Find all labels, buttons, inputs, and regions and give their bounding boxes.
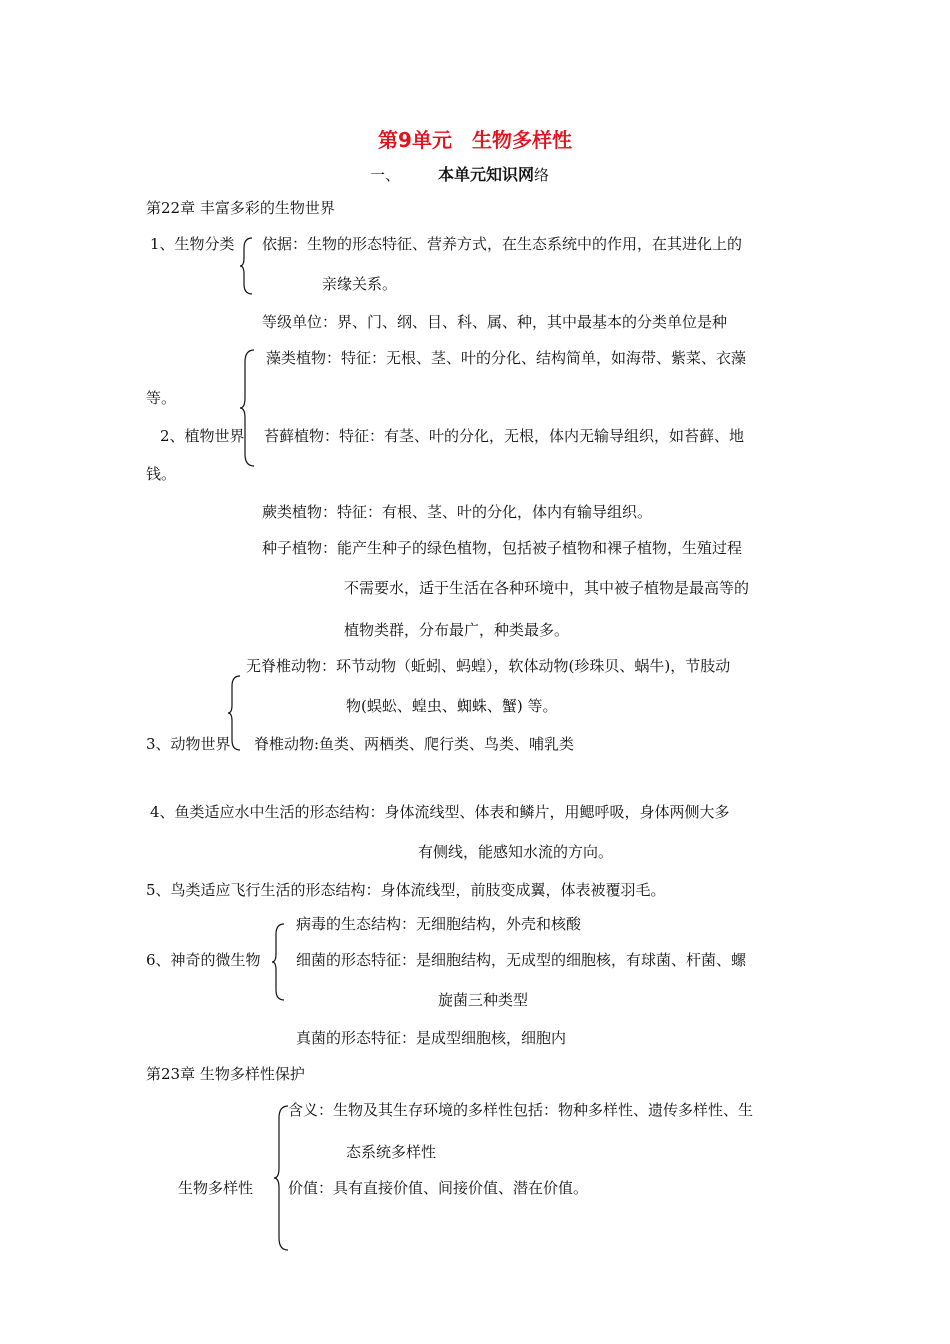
fern-plants: 蕨类植物：特征：有根、茎、叶的分化，体内有输导组织。 — [262, 503, 653, 521]
animal-world-label: 3、动物世界 — [146, 735, 231, 753]
bird-adaptation: 5、鸟类适应飞行生活的形态结构：身体流线型，前肢变成翼，体表被覆羽毛。 — [146, 881, 666, 899]
seed-plants-cont-1: 不需要水，适于生活在各种环境中，其中被子植物是最高等的 — [344, 579, 750, 597]
seed-plants-cont-2: 植物类群，分布最广，种类最多。 — [344, 621, 570, 639]
microbe-label: 6、神奇的微生物 — [146, 951, 261, 969]
seed-plants: 种子植物：能产生种子的绿色植物，包括被子植物和裸子植物，生殖过程 — [262, 539, 743, 557]
chapter-22-heading: 第22章 丰富多彩的生物世界 — [146, 199, 335, 217]
invertebrates: 无脊椎动物：环节动物（蚯蚓、蚂蝗），软体动物(珍珠贝、蜗牛)，节肢动 — [246, 657, 731, 675]
microbe-brace — [272, 924, 286, 1000]
classification-ranks: 等级单位：界、门、纲、目、科、属、种，其中最基本的分类单位是种 — [262, 313, 728, 331]
plant-world-label: 2、植物世界 — [160, 427, 245, 445]
moss-plants-cont: 钱。 — [146, 465, 177, 483]
classification-label: 1、生物分类 — [150, 235, 235, 253]
moss-plants: 苔藓植物：特征：有茎、叶的分化，无根，体内无输导组织，如苔藓、地 — [264, 427, 745, 445]
plant-world-brace — [240, 350, 256, 466]
algae-plants: 藻类植物：特征：无根、茎、叶的分化、结构简单，如海带、紫菜、衣藻 — [266, 349, 747, 367]
fish-adaptation-cont: 有侧线，能感知水流的方向。 — [418, 843, 614, 861]
classification-brace — [240, 238, 254, 294]
virus-structure: 病毒的生态结构：无细胞结构，外壳和核酸 — [296, 915, 582, 933]
section-title-bold: 本单元知识网 — [438, 165, 535, 184]
classification-basis-cont: 亲缘关系。 — [322, 275, 398, 293]
invertebrates-cont: 物(蜈蚣、蝗虫、蜘蛛、蟹) 等。 — [346, 697, 558, 715]
page-title: 第9单元 生物多样性 — [378, 128, 572, 152]
fungi-features: 真菌的形态特征：是成型细胞核，细胞内 — [296, 1029, 567, 1047]
chapter-23-heading: 第23章 生物多样性保护 — [146, 1065, 305, 1083]
biodiversity-meaning: 含义：生物及其生存环境的多样性包括：物种多样性、遗传多样性、生 — [288, 1101, 754, 1119]
biodiversity-label: 生物多样性 — [178, 1179, 254, 1197]
biodiversity-value: 价值：具有直接价值、间接价值、潜在价值。 — [288, 1179, 589, 1197]
section-heading — [370, 162, 549, 185]
bacteria-features: 细菌的形态特征：是细胞结构，无成型的细胞核，有球菌、杆菌、螺 — [296, 951, 747, 969]
fish-adaptation: 4、鱼类适应水中生活的形态结构：身体流线型、体表和鳞片，用鳃呼吸，身体两侧大多 — [150, 803, 730, 821]
bacteria-features-cont: 旋菌三种类型 — [438, 991, 529, 1009]
classification-basis: 依据：生物的形态特征、营养方式，在生态系统中的作用，在其进化上的 — [262, 235, 743, 253]
vertebrates: 脊椎动物:鱼类、两栖类、爬行类、鸟类、哺乳类 — [254, 735, 575, 753]
biodiversity-meaning-cont: 态系统多样性 — [346, 1143, 437, 1161]
section-number: 一、 — [370, 166, 401, 184]
algae-plants-cont: 等。 — [146, 389, 177, 407]
section-title-tail: 络 — [534, 166, 550, 184]
